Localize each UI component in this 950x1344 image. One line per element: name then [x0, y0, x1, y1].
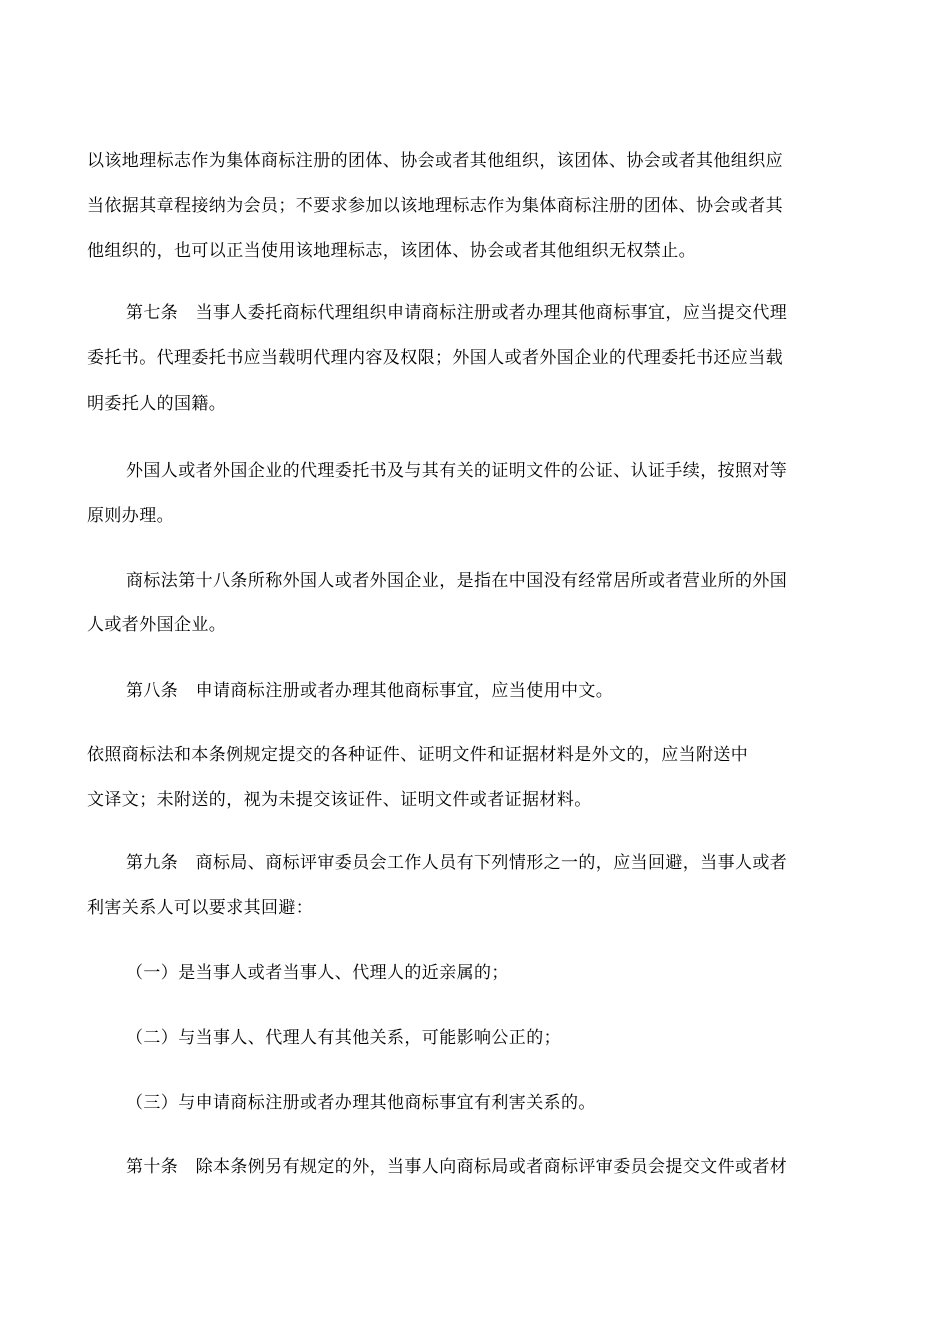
text-line: 人或者外国企业。: [87, 615, 227, 635]
text-line: 他组织的，也可以正当使用该地理标志，该团体、协会或者其他组织无权禁止。: [87, 241, 696, 261]
text-line: 委托书。代理委托书应当载明代理内容及权限；外国人或者外国企业的代理委托书还应当载: [87, 348, 783, 368]
article-9-heading-line: 第九条 商标局、商标评审委员会工作人员有下列情形之一的，应当回避，当事人或者: [126, 853, 788, 873]
text-line: 商标法第十八条所称外国人或者外国企业，是指在中国没有经常居所或者营业所的外国: [126, 571, 788, 591]
text-line: 明委托人的国籍。: [87, 394, 227, 414]
text-line: 依照商标法和本条例规定提交的各种证件、证明文件和证据材料是外文的，应当附送中: [87, 745, 749, 765]
article-7-heading-line: 第七条 当事人委托商标代理组织申请商标注册或者办理其他商标事宜，应当提交代理: [126, 303, 788, 323]
text-line: 原则办理。: [87, 506, 174, 526]
article-10-heading-line: 第十条 除本条例另有规定的外，当事人向商标局或者商标评审委员会提交文件或者材: [126, 1157, 788, 1177]
article-8-heading-line: 第八条 申请商标注册或者办理其他商标事宜，应当使用中文。: [126, 681, 614, 701]
list-item: （一）是当事人或者当事人、代理人的近亲属的；: [126, 963, 509, 983]
text-line: 外国人或者外国企业的代理委托书及与其有关的证明文件的公证、认证手续，按照对等: [126, 461, 788, 481]
list-item: （二）与当事人、代理人有其他关系，可能影响公正的；: [126, 1028, 561, 1048]
text-line: 文译文；未附送的，视为未提交该证件、证明文件或者证据材料。: [87, 790, 592, 810]
list-item: （三）与申请商标注册或者办理其他商标事宜有利害关系的。: [126, 1093, 596, 1113]
text-line: 以该地理标志作为集体商标注册的团体、协会或者其他组织，该团体、协会或者其他组织应: [87, 151, 783, 171]
text-line: 利害关系人可以要求其回避：: [87, 898, 314, 918]
text-line: 当依据其章程接纳为会员；不要求参加以该地理标志作为集体商标注册的团体、协会或者其: [87, 196, 783, 216]
